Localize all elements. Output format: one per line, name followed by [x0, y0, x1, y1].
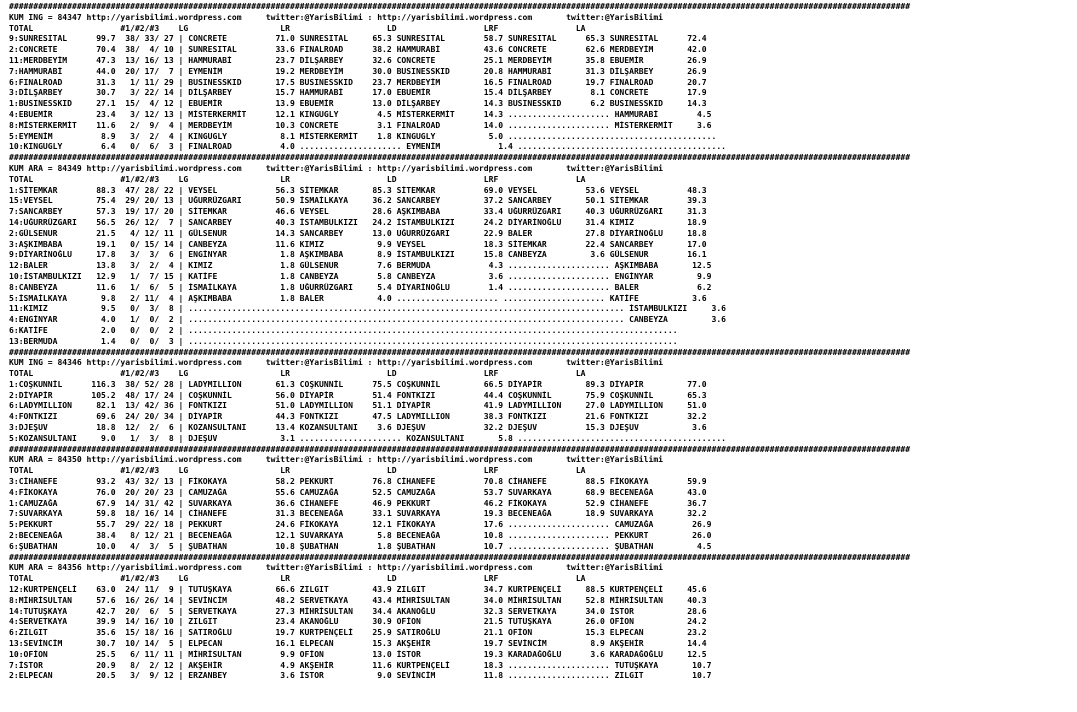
- data-row: 9:SUNRESITAL 99.7 38/ 33/ 27 | CONCRETE 71.0 SUNRESITAL 65.3 SUNRESITAL 58.7 SUNRESITAL 65.3 SUNRESITAL 72.4: [9, 34, 707, 44]
- data-row: 13:BERMUDA 1.4 0/ 0/ 3 | .....................................................................................................: [9, 336, 678, 346]
- section-header: KUM ARA = 84350 http://yarisbilimi.wordpress.com twitter:@YarisBilimi : http://yarisbilimi.wordpress.com twitter:@YarisBilimi: [9, 455, 664, 465]
- data-row: 2:CONCRETE 70.4 38/ 4/ 10 | SUNRESITAL 33.6 FINALROAD 38.2 HAMMURABİ 43.6 CONCRETE 62.6 MERDBEYİM 42.0: [9, 45, 707, 55]
- data-row: 3:DİLŞARBEY 30.7 3/ 22/ 14 | DİLŞARBEY 15.7 HAMMURABİ 17.0 EBUEMİR 15.4 DİLŞARBEY 8.1 CONCRETE 17.9: [9, 88, 707, 98]
- data-row: 7:HAMMURABİ 44.0 20/ 17/ 7 | EYMENİM 19.2 MERDBEYİM 30.0 BUSINESSKID 20.8 HAMMURABİ 31.3 DİLŞARBEY 26.9: [9, 66, 707, 76]
- data-row: 11:KIMIZ 9.5 0/ 3/ 8 | .......................................................................................... İSTAMBULKIZI 3.6: [9, 304, 727, 314]
- data-row: 1:COŞKUNNİL 116.3 38/ 52/ 28 | LADYMILLION 61.3 COŞKUNNİL 75.5 COŞKUNNİL 66.5 DİYAPİR 89.3 DİYAPİR 77.0: [9, 379, 707, 389]
- data-row: 10:OFİON 25.5 6/ 11/ 11 | MİHRİSULTAN 9.9 OFİON 13.0 İSTOR 19.3 KARADAĞOĞLU 3.6 KARADAĞOĞLU 12.5: [9, 649, 707, 659]
- column-header: TOTAL #1/#2/#3 LG LR LD LRF LA: [9, 466, 586, 476]
- data-row: 6:ZILGIT 35.6 15/ 18/ 16 | SATIROĞLU 19.7 KURTPENÇELİ 25.9 SATIROĞLU 21.1 OFİON 15.3 ELPECAN 23.2: [9, 628, 707, 638]
- data-row: 8:CANBEYZA 11.6 1/ 6/ 5 | İSMAİLKAYA 1.8 UĞURRÜZGARI 5.4 DİYARİNOĞLU 1.4 ..................... BALER 6.2: [9, 282, 712, 292]
- data-row: 4:SERVETKAYA 39.9 14/ 16/ 10 | ZILGIT 23.4 AKANOĞLU 30.9 OFİON 21.5 TUTUŞKAYA 26.0 OFİON 24.2: [9, 617, 707, 627]
- data-row: 5:KOZANSULTANI 9.0 1/ 3/ 8 | DJEŞUV 3.1 ..................... KOZANSULTANI 5.8 ...........................................: [9, 433, 727, 443]
- data-row: 8:MİHRİSULTAN 57.6 16/ 26/ 14 | SEVİNCİM 48.2 SERVETKAYA 43.4 MİHRİSULTAN 34.0 MİHRİSULTAN 52.8 MİHRİSULTAN 40.3: [9, 595, 707, 605]
- data-row: 1:BUSINESSKID 27.1 15/ 4/ 12 | EBUEMİR 13.9 EBUEMİR 13.0 DİLŞARBEY 14.3 BUSINESSKID 6.2 BUSINESSKID 14.3: [9, 99, 707, 109]
- data-row: 14:TUTUŞKAYA 42.7 20/ 6/ 5 | SERVETKAYA 27.3 MİHRİSULTAN 34.4 AKANOĞLU 32.3 SERVETKAYA 34.0 İSTOR 28.6: [9, 606, 707, 616]
- data-row: 7:İSTOR 20.9 8/ 2/ 12 | AKŞEHİR 4.9 AKŞEHİR 11.6 KURTPENÇELİ 18.3 ..................... TUTUŞKAYA 10.7: [9, 660, 712, 670]
- data-row: 15:VEYSEL 75.4 29/ 20/ 13 | UĞURRÜZGARI 50.9 İSMAİLKAYA 36.2 SANCARBEY 37.2 SANCARBEY 50.1 SİTEMKAR 39.3: [9, 196, 707, 206]
- section-header: KUM ING = 84346 http://yarisbilimi.wordpress.com twitter:@YarisBilimi : http://yarisbilimi.wordpress.com twitter:@YarisBilimi: [9, 358, 664, 368]
- data-row: 2:GÜLSENUR 21.5 4/ 12/ 11 | GÜLSENUR 14.3 SANCARBEY 13.0 UĞURRÜZGARI 22.9 BALER 27.8 DİYARİNOĞLU 18.8: [9, 228, 707, 238]
- data-row: 12:KURTPENÇELİ 63.0 24/ 11/ 9 | TUTUŞKAYA 66.6 ZILGIT 43.9 ZILGIT 34.7 KURTPENÇELİ 88.5 KURTPENÇELİ 45.6: [9, 585, 707, 595]
- data-row: 2:ELPECAN 20.5 3/ 9/ 12 | ERZANBEY 3.6 İSTOR 9.0 SEVİNCİM 11.8 ..................... ZILGIT 10.7: [9, 671, 712, 681]
- data-row: 11:MERDBEYİM 47.3 13/ 16/ 13 | HAMMURABİ 23.7 DİLŞARBEY 32.6 CONCRETE 25.1 MERDBEYİM 35.8 EBUEMİR 26.9: [9, 55, 707, 65]
- column-header: TOTAL #1/#2/#3 LG LR LD LRF LA: [9, 23, 586, 33]
- data-row: 4:FONTKIZI 69.6 24/ 20/ 34 | DİYAPİR 44.3 FONTKIZI 47.5 LADYMILLION 38.3 FONTKIZI 21.6 FONTKIZI 32.2: [9, 412, 707, 422]
- data-row: 13:SEVİNCİM 30.7 10/ 14/ 5 | ELPECAN 16.1 ELPECAN 15.3 AKŞEHİR 19.7 SEVİNCİM 8.9 AKŞEHİR 14.4: [9, 639, 707, 649]
- data-row: 1:CAMUZAĞA 67.9 14/ 31/ 42 | SUVARKAYA 36.6 CİHANEFE 46.9 PEKKURT 46.2 FİKOKAYA 52.9 CİHANEFE 36.7: [9, 498, 707, 508]
- data-row: 3:DJEŞUV 18.8 12/ 2/ 6 | KOZANSULTANI 13.4 KOZANSULTANI 3.6 DJEŞUV 32.2 DJEŞUV 15.3 DJEŞUV 3.6: [9, 423, 707, 433]
- data-row: 3:AŞKIMBABA 19.1 0/ 15/ 14 | CANBEYZA 11.6 KIMIZ 9.9 VEYSEL 18.3 SİTEMKAR 22.4 SANCARBEY 17.0: [9, 239, 707, 249]
- section-header: KUM ARA = 84356 http://yarisbilimi.wordpress.com twitter:@YarisBilimi : http://yarisbilimi.wordpress.com twitter:@YarisBilimi: [9, 563, 664, 573]
- data-row: 2:BECENEAĞA 38.4 8/ 12/ 21 | BECENEAĞA 12.1 SUVARKAYA 5.8 BECENEAĞA 10.8 ..................... PEKKURT 26.0: [9, 531, 712, 541]
- data-row: 14:UĞURRÜZGARI 56.5 26/ 12/ 7 | SANCARBEY 40.3 İSTAMBULKIZI 24.2 İSTAMBULKIZI 24.2 DİYARİNOĞLU 31.4 KIMIZ 18.9: [9, 217, 707, 227]
- section-separator: ##########################################################################################################################################################################################: [9, 552, 911, 562]
- data-row: 4:ENGİNYAR 4.0 1/ 0/ 2 | .......................................................................................... CANBEYZA 3.6: [9, 315, 727, 325]
- data-row: 5:PEKKURT 55.7 29/ 22/ 18 | PEKKURT 24.6 FİKOKAYA 12.1 FİKOKAYA 17.6 ..................... CAMUZAĞA 26.9: [9, 520, 712, 530]
- column-header: TOTAL #1/#2/#3 LG LR LD LRF LA: [9, 369, 586, 379]
- data-row: 7:SANCARBEY 57.3 19/ 17/ 20 | SİTEMKAR 46.6 VEYSEL 28.6 AŞKIMBABA 33.4 UĞURRÜZGARI 40.3 UĞURRÜZGARI 31.3: [9, 207, 707, 217]
- section-header: KUM ING = 84347 http://yarisbilimi.wordpress.com twitter:@YarisBilimi : http://yarisbilimi.wordpress.com twitter:@YarisBilimi: [9, 12, 664, 22]
- column-header: TOTAL #1/#2/#3 LG LR LD LRF LA: [9, 574, 586, 584]
- data-row: 4:FİKOKAYA 76.0 20/ 20/ 23 | CAMUZAĞA 55.6 CAMUZAĞA 52.5 CAMUZAĞA 53.7 SUVARKAYA 68.9 BECENEAĞA 43.0: [9, 487, 707, 497]
- data-row: 2:DİYAPİR 105.2 48/ 17/ 24 | COŞKUNNİL 56.0 DİYAPİR 51.4 FONTKIZI 44.4 COŞKUNNİL 75.9 COŞKUNNİL 65.3: [9, 390, 707, 400]
- data-row: 8:MİSTERKERMİT 11.6 2/ 9/ 4 | MERDBEYİM 10.3 CONCRETE 3.1 FINALROAD 14.0 ..................... MİSTERKERMİT 3.6: [9, 120, 712, 130]
- column-header: TOTAL #1/#2/#3 LG LR LD LRF LA: [9, 174, 586, 184]
- section-separator: ##########################################################################################################################################################################################: [9, 153, 911, 163]
- section-separator: ##########################################################################################################################################################################################: [9, 444, 911, 454]
- data-row: 6:KATİFE 2.0 0/ 0/ 2 | .....................................................................................................: [9, 325, 678, 335]
- data-row: 6:LADYMILLION 82.1 13/ 42/ 36 | FONTKIZI 51.0 LADYMILLION 51.1 DİYAPİR 41.9 LADYMILLION 27.0 LADYMILLION 51.0: [9, 401, 707, 411]
- data-row: 1:SİTEMKAR 88.3 47/ 28/ 22 | VEYSEL 56.3 SİTEMKAR 85.3 SİTEMKAR 69.0 VEYSEL 53.6 VEYSEL 48.3: [9, 185, 707, 195]
- data-row: 6:FINALROAD 31.3 1/ 11/ 29 | BUSINESSKID 17.5 BUSINESSKID 23.7 MERDBEYİM 16.5 FINALROAD 19.7 FINALROAD 20.7: [9, 77, 707, 87]
- data-row: 12:BALER 13.8 3/ 2/ 4 | KIMIZ 1.8 GÜLSENUR 7.6 BERMUDA 4.3 ..................... AŞKIMBABA 12.5: [9, 261, 712, 271]
- section-separator: ##########################################################################################################################################################################################: [9, 347, 911, 357]
- data-row: 7:SUVARKAYA 59.8 18/ 16/ 14 | CİHANEFE 31.3 BECENEAĞA 33.1 SUVARKAYA 19.3 BECENEAĞA 18.9 SUVARKAYA 32.2: [9, 509, 707, 519]
- section-header: KUM ARA = 84349 http://yarisbilimi.wordpress.com twitter:@YarisBilimi : http://yarisbilimi.wordpress.com twitter:@YarisBilimi: [9, 163, 664, 173]
- data-row: 4:EBUEMİR 23.4 3/ 12/ 13 | MİSTERKERMİT 12.1 KINGUGLY 4.5 MİSTERKERMİT 14.3 ..................... HAMMURABİ 4.5: [9, 109, 712, 119]
- section-separator: ##########################################################################################################################################################################################: [9, 2, 911, 11]
- data-row: 3:CİHANEFE 93.2 43/ 32/ 13 | FİKOKAYA 58.2 PEKKURT 76.8 CİHANEFE 70.8 CİHANEFE 88.5 FİKOKAYA 59.9: [9, 477, 707, 487]
- data-row: 9:DİYARİNOĞLU 17.8 3/ 3/ 6 | ENGİNYAR 1.8 AŞKIMBABA 8.9 İSTAMBULKIZI 15.8 CANBEYZA 3.6 GÜLSENUR 16.1: [9, 250, 707, 260]
- data-row: 5:İSMAİLKAYA 9.8 2/ 11/ 4 | AŞKIMBABA 1.8 BALER 4.0 ..................... ..................... KATİFE 3.6: [9, 293, 707, 303]
- data-row: 10:İSTAMBULKIZI 12.9 1/ 7/ 15 | KATİFE 1.8 CANBEYZA 5.8 CANBEYZA 3.6 ..................... ENGİNYAR 9.9: [9, 271, 712, 281]
- data-row: 6:ŞUBATHAN 10.0 4/ 3/ 5 | ŞUBATHAN 10.8 ŞUBATHAN 1.8 ŞUBATHAN 10.7 ..................... ŞUBATHAN 4.5: [9, 541, 712, 551]
- data-row: 10:KINGUGLY 6.4 0/ 6/ 3 | FINALROAD 4.0 ..................... EYMENİM 1.4 ...........................................: [9, 142, 727, 152]
- data-row: 5:EYMENİM 8.9 3/ 2/ 4 | KINGUGLY 8.1 MİSTERKERMİT 1.8 KINGUGLY 5.0 ...........................................: [9, 131, 717, 141]
